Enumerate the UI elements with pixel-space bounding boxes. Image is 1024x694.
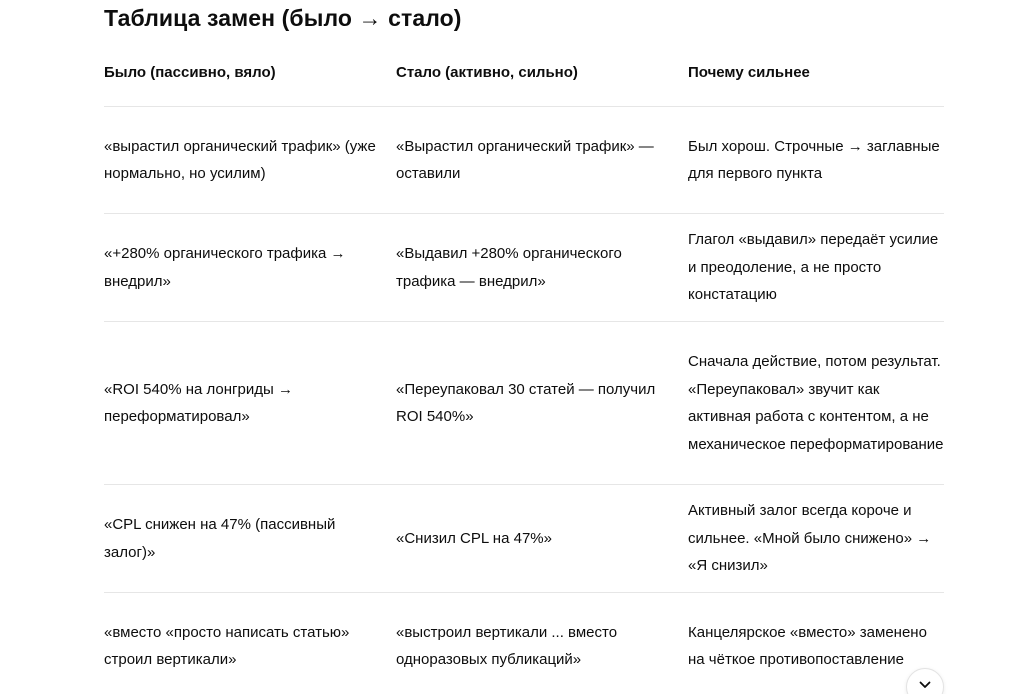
cell-why: Канцелярское «вместо» заменено на чёткое противопоставление	[688, 623, 927, 668]
column-header-why: Почему сильнее	[688, 63, 944, 107]
table-row	[104, 214, 944, 322]
table-row	[104, 485, 944, 593]
cell-why: Был хорош. Строчные → заглавные для первого пункта	[688, 107, 944, 214]
cell-after: «Переупаковал 30 статей — получил ROI 540%»	[396, 322, 688, 485]
table-row	[104, 322, 944, 485]
cell-why: Сначала действие, потом результат. «Переупаковал» звучит как активная работа с контентом, а не механическое переформатирование	[688, 322, 944, 485]
table-header-row	[104, 63, 944, 107]
section-heading: Таблица замен (было → стало)	[104, 5, 462, 31]
main-content	[104, 0, 944, 694]
cell-after: «Вырастил органический трафик» — оставили	[396, 107, 688, 214]
table-row	[104, 107, 944, 214]
chevron-down-icon	[919, 681, 931, 689]
cell-after: «выстроил вертикали ... вместо одноразовых публикаций»	[396, 623, 618, 668]
column-header-after: Стало (активно, сильно)	[396, 63, 688, 107]
cell-before: «ROI 540% на лонгриды → переформатировал»	[104, 322, 396, 485]
column-header-before: Было (пассивно, вяло)	[104, 63, 396, 107]
cell-why: Активный залог всегда короче и сильнее. «Мной было снижено» → «Я снизил»	[688, 485, 944, 593]
table-row	[104, 593, 944, 694]
cell-before: «+280% органического трафика → внедрил»	[104, 214, 396, 322]
replacements-table	[104, 63, 944, 694]
cell-before: «вместо «просто написать статью» строил вертикали»	[104, 623, 350, 668]
cell-after: «Выдавил +280% органического трафика — внедрил»	[396, 214, 688, 322]
cell-after: «Снизил CPL на 47%»	[396, 485, 688, 593]
cell-before: «CPL снижен на 47% (пассивный залог)»	[104, 485, 396, 593]
cell-why: Глагол «выдавил» передаёт усилие и преодоление, а не просто констатацию	[688, 214, 944, 322]
cell-before: «вырастил органический трафик» (уже нормально, но усилим)	[104, 107, 396, 214]
